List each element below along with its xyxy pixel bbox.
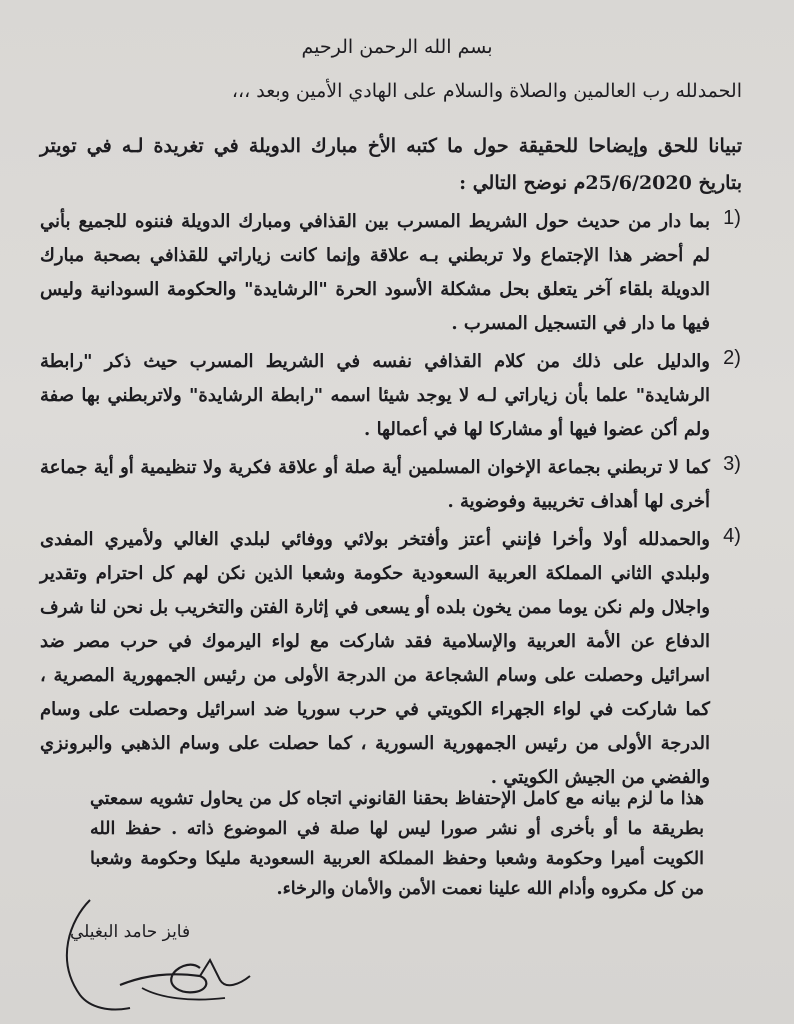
list-item: [40, 345, 754, 447]
numbered-list: [40, 205, 754, 799]
signer-name: فايز حامد البغيلي: [70, 922, 191, 942]
item-number: 1): [723, 207, 741, 229]
item-number: 4): [723, 525, 741, 547]
basmala-heading: بسم الله الرحمن الرحيم: [301, 36, 493, 58]
item-text: والدليل على ذلك من كلام القذافي نفسه في الشريط المسرب حيث ذكر "رابطة الرشايدة" علما بأن زياراتي لـه لا يوجد شيئا اسمه "رابطة الرشايدة" ولاتربطني بها صفة ولم أكن عضوا فيها أو مشاركا لها في أعمالها .: [40, 351, 710, 440]
signature-icon: [50, 880, 270, 1020]
item-number: 2): [723, 347, 741, 369]
list-item: [40, 451, 754, 519]
item-text: بما دار من حديث حول الشريط المسرب بين القذافي ومبارك الدويلة فننوه للجميع بأني لم أحضر هذا الإجتماع ولا تربطني بـه علاقة وإنما كانت زياراتي للقذافي بصحبة مبارك الدويلة بلقاء آخر يتعلق بحل مشكلة الأسود الحرة "الرشايدة" والحكومة السودانية وليس فيها ما دار في التسجيل المسرب .: [40, 211, 710, 334]
item-number: 3): [723, 453, 741, 475]
item-text: والحمدلله أولا وأخرا فإنني أعتز وأفتخر بولائي ووفائي لبلدي الغالي ولأميري المفدى ولبلدي الثاني المملكة العربية السعودية حكومة وشعبا الذين نكن لهم كل احترام وتقدير واجلال ولم نكن يوما ممن يخون بلده أو يسعى في إثارة الفتن والتخريب بل نحن لنا شرف الدفاع عن الأمة العربية والإسلامية فقد شاركت مع لواء اليرموك في حرب مصر ضد اسرائيل وحصلت على وسام الشجاعة من الدرجة الأولى من رئيس الجمهورية المصرية ، كما شاركت في لواء الجهراء الكويتي في حرب سوريا ضد اسرائيل وحصلت على وسام الدرجة الأولى من رئيس الجمهورية السورية ، كما حصلت على وسام الذهبي والبرونزي والفضي من الجيش الكويتي .: [40, 529, 710, 788]
closing-paragraph: هذا ما لزم بيانه مع كامل الإحتفاظ بحقنا القانوني اتجاه كل من يحاول تشويه سمعتي بطريقة ما أو بأخرى أو نشر صورا ليس لها صلة في الموضوع ذاته . حفظ الله الكويت أميرا وحكومة وشعبا وحفظ المملكة العربية السعودية مليكا وحكومة وشعبا من كل مكروه وأدام الله علينا نعمت الأمن والأمان والرخاء.: [90, 789, 704, 899]
list-item: [40, 205, 754, 341]
handwritten-signature: [50, 880, 270, 1020]
intro-paragraph: تبيانا للحق وإيضاحا للحقيقة حول ما كتبه الأخ مبارك الدويلة في تغريدة لـه في تويتر بتاريخ 25/6/2020م نوضح التالي :: [40, 135, 742, 194]
greeting-line: الحمدلله رب العالمين والصلاة والسلام على الهادي الأمين وبعد ،،،: [231, 80, 742, 102]
list-item: [40, 523, 754, 795]
item-text: كما لا تربطني بجماعة الإخوان المسلمين أية صلة أو علاقة فكرية ولا تنظيمية أو أية جماعة أخرى لها أهداف تخريبية وفوضوية .: [40, 457, 710, 512]
